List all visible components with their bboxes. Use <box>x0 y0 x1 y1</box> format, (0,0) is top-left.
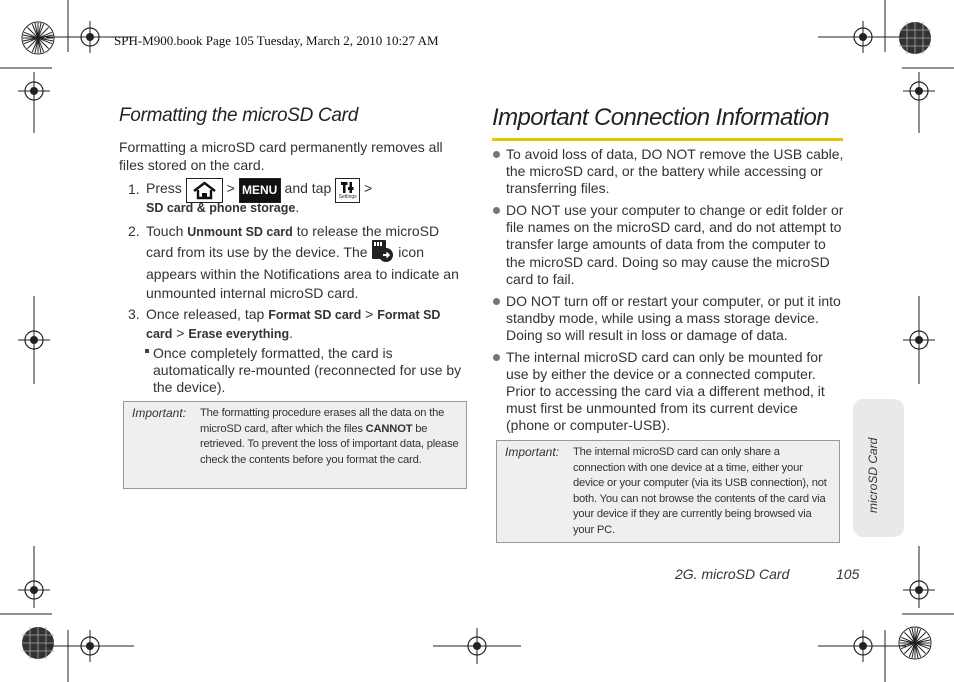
menu-path: Format SD card <box>268 308 362 322</box>
menu-path: SD card & phone storage <box>146 201 296 215</box>
step-number: 1. <box>128 181 140 197</box>
note-text: The formatting procedure erases all the data on the microSD card, after which the files CANNOT be retrieved. To prevent the loss of important data, please check the contents before you format the card. <box>200 407 459 466</box>
unmounted-sd-icon <box>371 240 394 263</box>
step-text: Touch <box>146 223 184 239</box>
bullet-text: The internal microSD card can only be mounted for use by either the device or a connected computer. Prior to accessing the card via a different method, it must first be unmounted from its current device (phone or computer-USB). <box>506 349 825 433</box>
emphasis: CANNOT <box>365 422 413 435</box>
star-mark-top-left <box>22 22 54 54</box>
option-name: Unmount SD card <box>187 225 293 239</box>
bullet-icon <box>493 298 500 305</box>
separator: > <box>176 325 185 341</box>
page-title: Important Connection Information <box>492 104 829 131</box>
step-text: to release the microSD card from its use by the device. The <box>146 223 440 261</box>
menu-key-icon: MENU <box>239 178 281 203</box>
important-note-left <box>123 401 467 489</box>
separator: > <box>226 180 235 197</box>
menu-path: Format SD card <box>146 308 441 341</box>
bullet-icon <box>493 151 500 158</box>
bullet-text: DO NOT use your computer to change or edit folder or file names on the microSD card, and do not attempt to transfer large amounts of data from the computer to the microSD card. Doing so may cause the microSD card to fail. <box>506 202 844 287</box>
print-header: SPH-M900.book Page 105 Tuesday, March 2, 2010 10:27 AM <box>114 33 439 48</box>
title-underline <box>492 138 843 141</box>
bullet-text: To avoid loss of data, DO NOT remove the USB cable, the microSD card, or the battery while accessing or transferring files. <box>506 146 844 196</box>
bullet-icon <box>493 207 500 214</box>
grid-mark-bottom-left <box>22 627 54 659</box>
page-number: 105 <box>836 566 860 582</box>
punctuation: . <box>295 199 300 215</box>
menu-path: Erase everything <box>188 327 290 341</box>
bullet-icon <box>493 354 500 361</box>
step-text: Once released, tap <box>146 306 265 322</box>
step-text: icon appears within the Notifications area to indicate an unmounted internal microSD card. <box>146 244 459 301</box>
step-2 <box>128 222 468 302</box>
bullet-text: DO NOT turn off or restart your computer, or put it into standby mode, while using a mass storage device. Doing so will result in loss or damage of data. <box>506 293 841 344</box>
note-label: Important: <box>132 406 187 420</box>
step-1 <box>128 180 468 220</box>
note-text: The internal microSD card can only share a connection with one device at a time, either your device or your computer (via its USB connection), not both. You can not browse the contents of the card via your device if they are currently being browsed via your PC. <box>573 446 827 536</box>
step-number: 3. <box>128 306 140 322</box>
intro-paragraph: Formatting a microSD card permanently removes all files stored on the card. <box>119 139 443 173</box>
step-text: Press <box>146 180 182 197</box>
grid-mark-top-right <box>899 22 931 54</box>
step-3 <box>128 305 468 345</box>
step-3-sub-text: Once completely formatted, the card is automatically re-mounted (reconnected for use by the device). <box>153 345 462 395</box>
step-text: and tap <box>284 180 332 197</box>
separator: > <box>364 180 373 197</box>
punctuation: . <box>289 325 294 341</box>
section-heading: Formatting the microSD Card <box>119 105 358 126</box>
sub-bullet-marker <box>145 349 149 353</box>
settings-icon <box>335 178 360 203</box>
side-tab-label: microSD Card <box>866 437 880 513</box>
step-number: 2. <box>128 223 140 239</box>
separator: > <box>365 306 374 322</box>
footer-section: 2G. microSD Card <box>675 566 790 582</box>
note-label: Important: <box>505 445 560 459</box>
star-mark-bottom-right <box>899 627 931 659</box>
important-note-right <box>496 440 840 543</box>
settings-icon-label: Settings <box>338 194 357 200</box>
